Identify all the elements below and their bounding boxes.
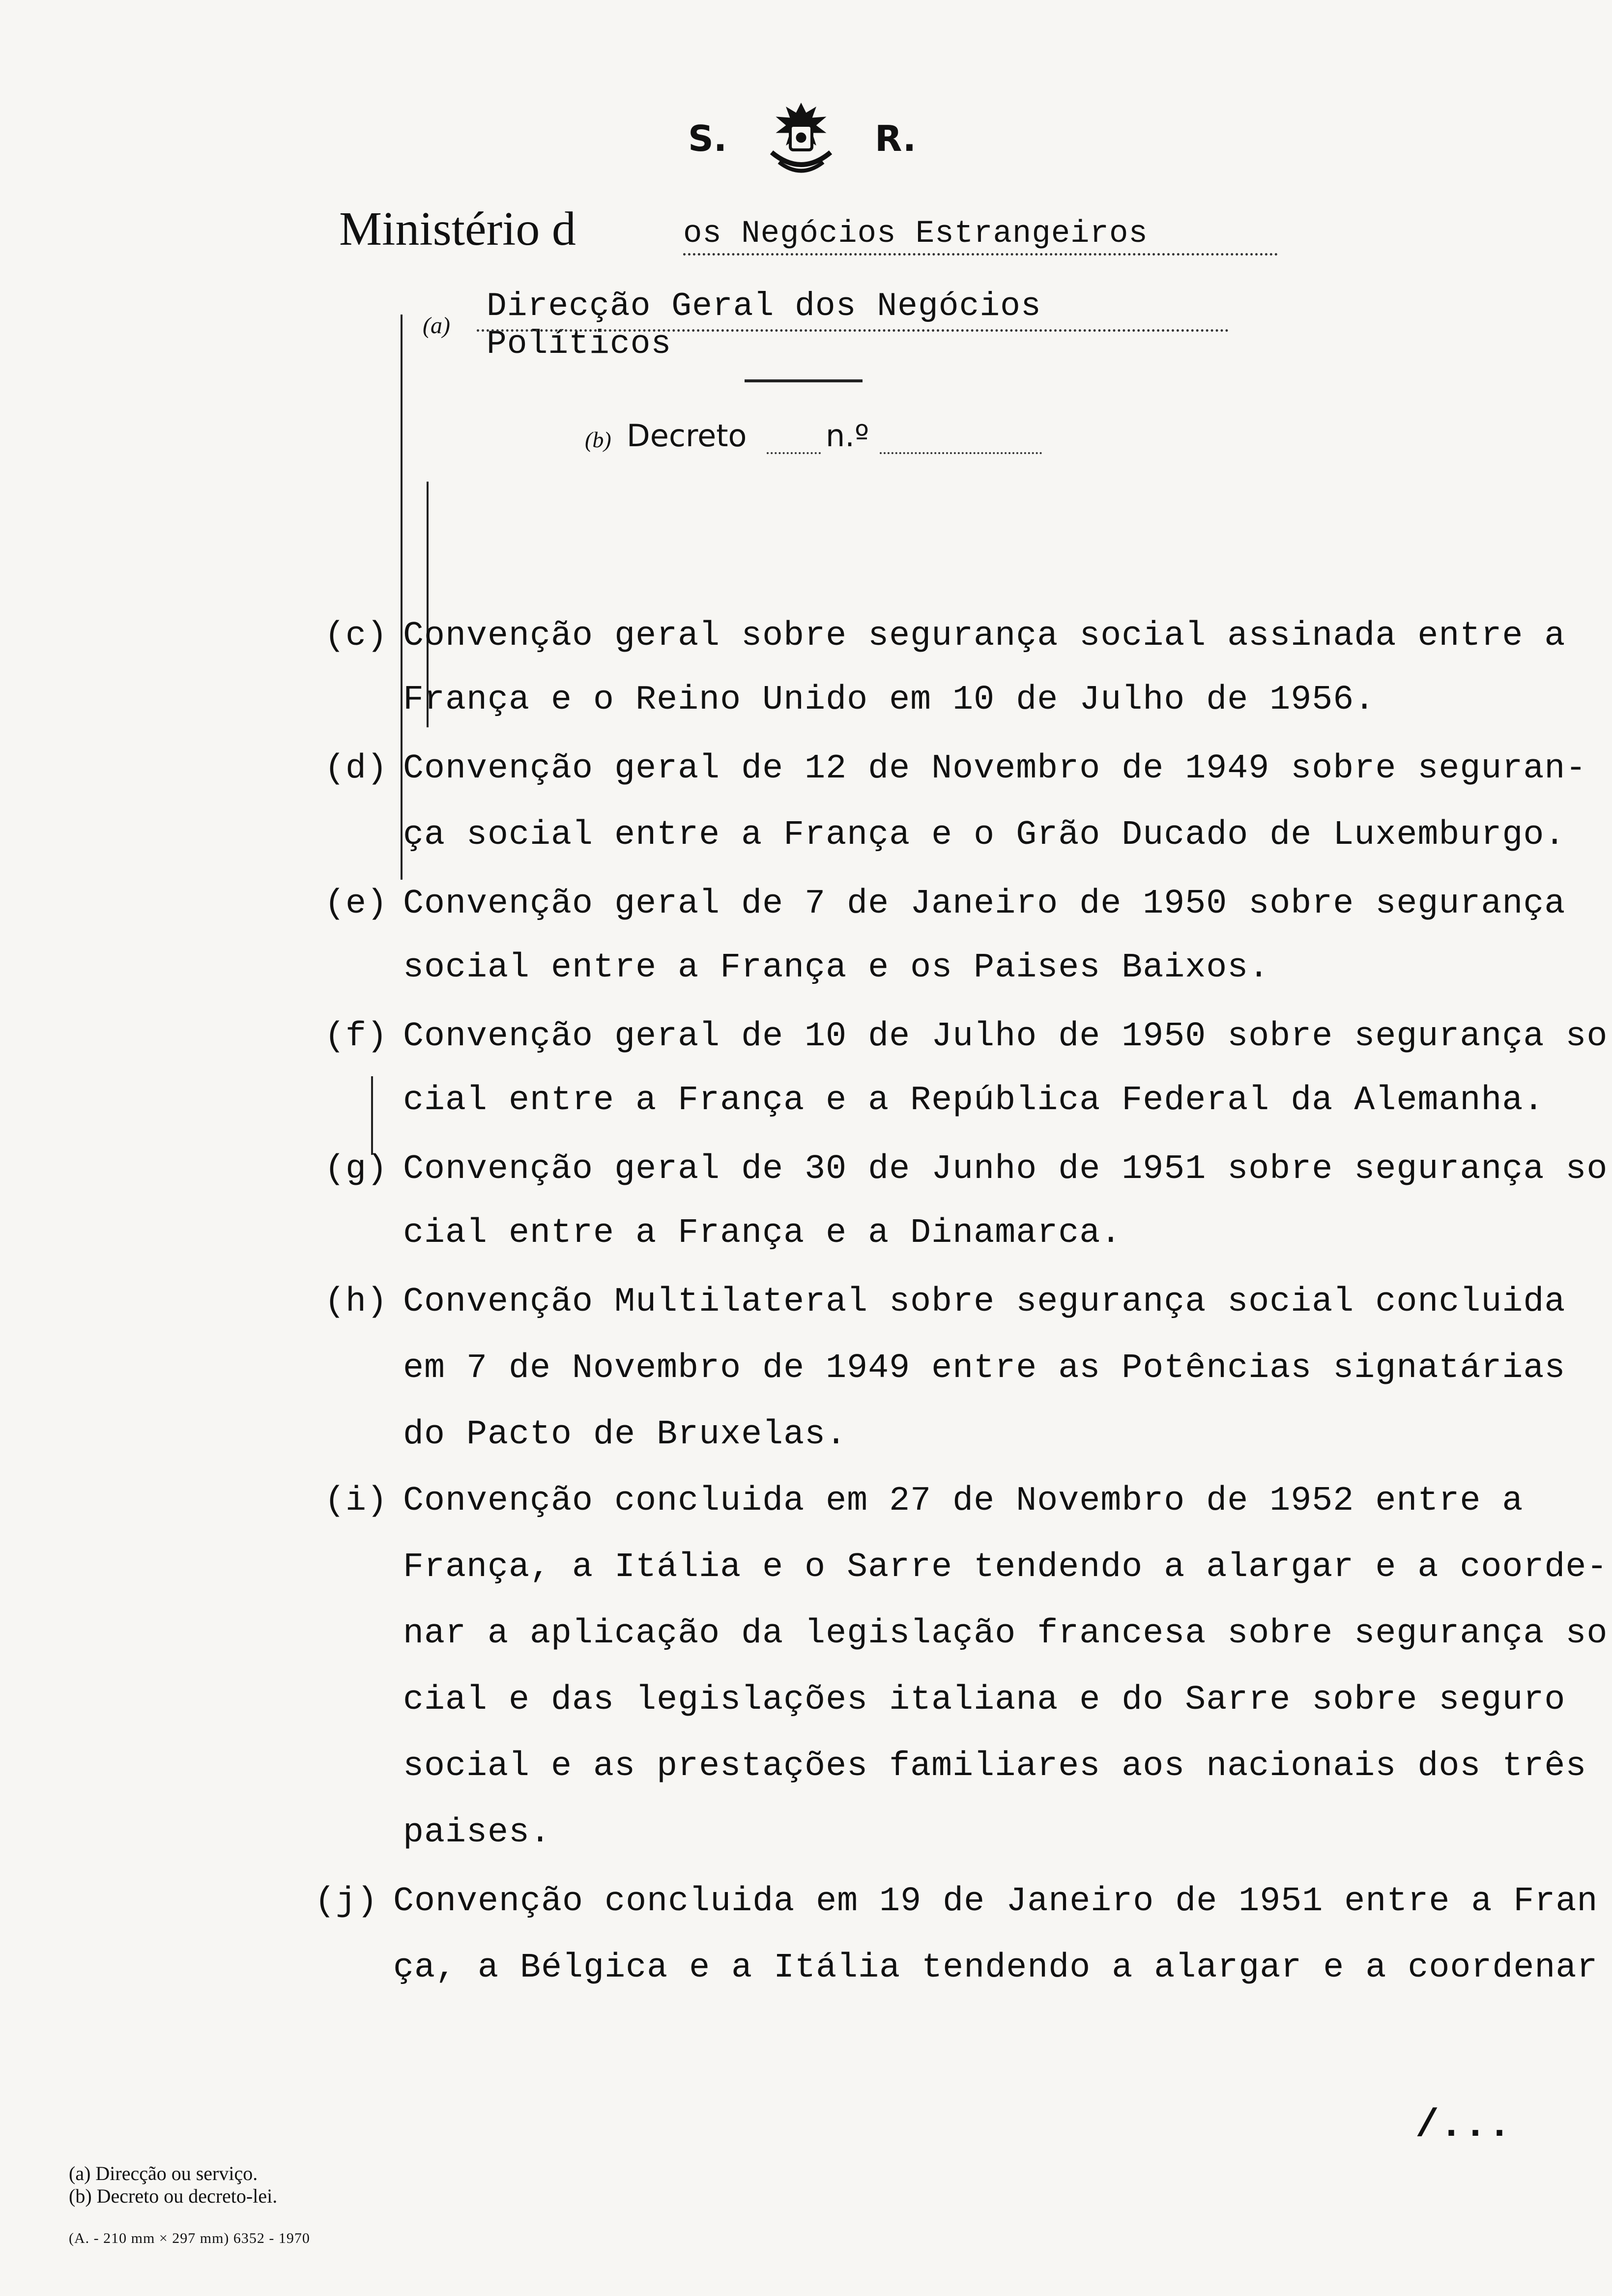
item-marker: (g) <box>324 1150 388 1189</box>
form-code: (A. - 210 mm × 297 mm) 6352 - 1970 <box>69 2230 310 2246</box>
item-line: Convenção geral de 12 de Novembro de 1949 sobre seguran- <box>403 749 1587 788</box>
decreto-footnote-mark: (b) <box>585 427 611 452</box>
item-line: Convenção geral de 30 de Junho de 1951 sobre segurança so <box>403 1150 1608 1189</box>
continuation-mark: /... <box>1415 2103 1512 2148</box>
direccao-dotted-rule <box>477 329 1229 332</box>
item-line: Convenção concluida em 19 de Janeiro de 1951 entre a Fran <box>393 1882 1598 1921</box>
item-marker: (f) <box>324 1017 388 1056</box>
item-line: Convenção geral de 10 de Julho de 1950 sobre segurança so <box>403 1017 1608 1056</box>
decreto-dotted-rule <box>767 452 821 454</box>
numero-dotted-rule <box>880 452 1042 454</box>
right-letter: R. <box>875 118 917 159</box>
decreto-line <box>585 418 1076 467</box>
item-line: nar a aplicação da legislação francesa sobre segurança so <box>403 1614 1608 1653</box>
direccao-line <box>423 283 1229 363</box>
item-marker: (e) <box>324 885 388 923</box>
item-line: cial entre a França e a República Federal da Alemanha. <box>403 1081 1545 1120</box>
item-line: social e as prestações familiares aos nacionais dos três <box>403 1747 1587 1786</box>
header-emblem-row <box>688 98 934 177</box>
item-line: ça social entre a França e o Grão Ducado de Luxemburgo. <box>403 816 1566 855</box>
ministry-line <box>339 201 1273 260</box>
item-line: do Pacto de Bruxelas. <box>403 1415 847 1454</box>
coat-of-arms-icon <box>752 98 850 182</box>
item-line: Convenção Multilateral sobre segurança social concluida <box>403 1283 1566 1321</box>
item-line: França, a Itália e o Sarre tendendo a alargar e a coorde- <box>403 1548 1608 1587</box>
item-marker: (h) <box>324 1283 388 1321</box>
ministry-dotted-rule <box>683 253 1278 256</box>
item-line: França e o Reino Unido em 10 de Julho de 1956. <box>403 681 1376 719</box>
item-line: cial e das legislações italiana e do Sarre sobre seguro <box>403 1681 1566 1720</box>
decreto-label: Decreto <box>627 418 747 454</box>
separator-rule <box>745 379 863 382</box>
item-line: social entre a França e os Paises Baixos. <box>403 948 1270 987</box>
direccao-footnote-mark: (a) <box>423 313 450 339</box>
item-line: paises. <box>403 1813 551 1852</box>
margin-pen-stroke <box>371 1076 373 1155</box>
footnotes <box>69 2162 310 2250</box>
left-letter: S. <box>688 118 727 159</box>
item-line: ça, a Bélgica e a Itália tendendo a alargar e a coordenar <box>393 1949 1598 1987</box>
ministry-label: Ministério d <box>339 202 576 256</box>
item-marker: (c) <box>324 617 388 656</box>
item-marker: (j) <box>315 1882 378 1921</box>
item-line: Convenção geral de 7 de Janeiro de 1950 sobre segurança <box>403 885 1566 923</box>
item-line: Convenção concluida em 27 de Novembro de 1952 entre a <box>403 1482 1524 1521</box>
direccao-name: Direcção Geral dos Negócios Políticos <box>487 287 1041 363</box>
margin-pen-stroke <box>401 315 403 880</box>
numero-label: n.º <box>826 418 869 454</box>
footnote-b: (b) Decreto ou decreto-lei. <box>69 2185 278 2207</box>
footnote-a: (a) Direcção ou serviço. <box>69 2162 258 2184</box>
item-marker: (d) <box>324 749 388 788</box>
item-line: cial entre a França e a Dinamarca. <box>403 1214 1122 1253</box>
item-marker: (i) <box>324 1482 388 1521</box>
ministry-name: os Negócios Estrangeiros <box>683 216 1148 252</box>
item-line: Convenção geral sobre segurança social assinada entre a <box>403 617 1566 656</box>
item-line: em 7 de Novembro de 1949 entre as Potências signatárias <box>403 1349 1566 1388</box>
